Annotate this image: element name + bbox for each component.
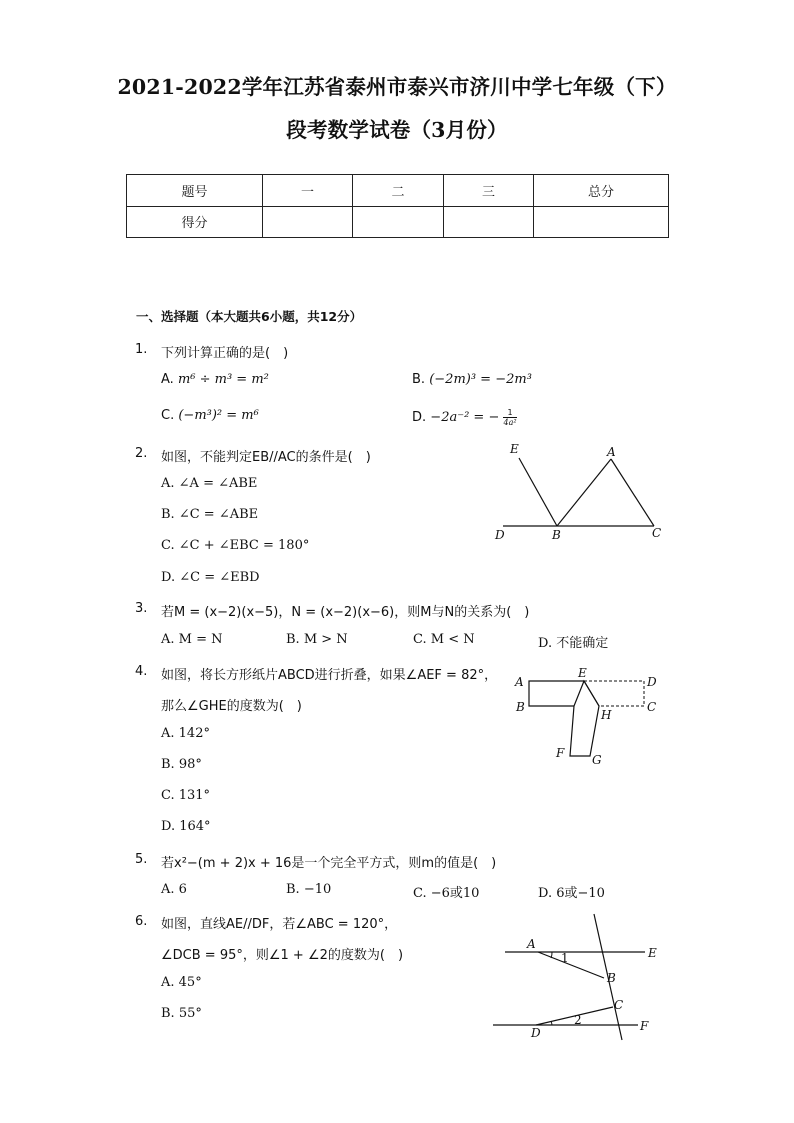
- q2-option-b: B. ∠C = ∠ABE: [161, 507, 259, 522]
- q5-number: 5.: [135, 852, 148, 867]
- q4-option-b: B. 98°: [161, 757, 202, 772]
- score-header-cell: 三: [444, 175, 534, 207]
- q5-option-a: A. 6: [161, 882, 187, 897]
- q6-label-2: 2: [574, 1013, 582, 1027]
- q2-number: 2.: [135, 446, 148, 461]
- q1-option-d-letter: D.: [412, 410, 427, 425]
- q6-stem-line-2: ∠DCB = 95°，则∠1 + ∠2的度数为( ): [161, 948, 404, 963]
- q1-stem: 下列计算正确的是( ): [161, 346, 289, 361]
- q2-label-a: A: [607, 445, 616, 459]
- q4-label-e: E: [578, 666, 587, 680]
- q6-option-b: B. 55°: [161, 1006, 202, 1021]
- q4-label-a: A: [515, 675, 524, 689]
- q2-option-a: A. ∠A = ∠ABE: [161, 476, 258, 491]
- q1-option-c-letter: C.: [161, 408, 175, 423]
- section-heading: 一、选择题（本大题共6小题，共12分）: [136, 309, 363, 324]
- q4-number: 4.: [135, 664, 148, 679]
- q2-stem: 如图，不能判定EB//AC的条件是( ): [161, 450, 371, 465]
- q1-option-c-expr: (−m³)² = m⁶: [178, 408, 259, 423]
- title-line-1: 2021-2022学年江苏省泰州市泰兴市济川中学七年级（下）: [117, 75, 677, 99]
- score-header-cell: 总分: [534, 175, 669, 207]
- q4-option-a: A. 142°: [161, 726, 210, 741]
- q3-option-a: A. M = N: [161, 632, 223, 647]
- q6-label-e: E: [648, 946, 657, 960]
- q4-label-h: H: [601, 708, 612, 722]
- score-row-label: 得分: [127, 206, 263, 238]
- q3-option-b: B. M > N: [286, 632, 348, 647]
- score-header-cell: 二: [353, 175, 444, 207]
- q4-label-b: B: [516, 700, 525, 714]
- q2-option-d: D. ∠C = ∠EBD: [161, 570, 260, 585]
- q4-label-d: D: [647, 675, 657, 689]
- q5-option-d: D. 6或−10: [538, 886, 605, 901]
- q6-option-a: A. 45°: [161, 975, 202, 990]
- score-header-cell: 题号: [127, 175, 263, 207]
- q1-number: 1.: [135, 342, 148, 357]
- q6-label-b: B: [607, 971, 616, 985]
- q3-option-c: C. M < N: [413, 632, 475, 647]
- q1-option-b-letter: B.: [412, 372, 426, 387]
- q6-label-d: D: [531, 1026, 541, 1040]
- q6-line-ab: [538, 952, 604, 978]
- q4-option-d: D. 164°: [161, 819, 211, 834]
- fraction-numerator: 1: [503, 408, 516, 418]
- q6-number: 6.: [135, 914, 148, 929]
- score-header-cell: 一: [263, 175, 353, 207]
- q3-stem: 若M = (x−2)(x−5)，N = (x−2)(x−6)，则M与N的关系为( ): [161, 605, 530, 620]
- q3-number: 3.: [135, 601, 148, 616]
- q6-label-1: 1: [561, 951, 569, 965]
- q3-option-d: D. 不能确定: [538, 636, 609, 651]
- q4-label-g: G: [592, 753, 602, 767]
- q4-option-c: C. 131°: [161, 788, 211, 803]
- q6-stem-line-1: 如图，直线AE//DF，若∠ABC = 120°，: [161, 917, 398, 932]
- q1-option-a-expr: m⁶ ÷ m³ = m²: [177, 372, 269, 387]
- title-line-2: 段考数学试卷（3月份）: [286, 118, 508, 142]
- q2-label-d: D: [495, 528, 505, 542]
- q5-option-b: B. −10: [286, 882, 332, 897]
- q4-label-f: F: [556, 746, 565, 760]
- q1-option-b-expr: (−2m)³ = −2m³: [429, 372, 532, 387]
- q1-option-d-expr: −2a⁻² = −: [430, 410, 500, 425]
- q4-label-c: C: [647, 700, 657, 714]
- q5-stem: 若x²−(m + 2)x + 16是一个完全平方式，则m的值是( ): [161, 856, 497, 871]
- q2-label-b: B: [552, 528, 561, 542]
- q2-option-c: C. ∠C + ∠EBC = 180°: [161, 538, 310, 553]
- q4-stem-line-1: 如图，将长方形纸片ABCD进行折叠，如果∠AEF = 82°，: [161, 668, 498, 683]
- q2-label-c: C: [652, 526, 662, 540]
- q6-label-c: C: [614, 998, 624, 1012]
- q4-stem-line-2: 那么∠GHE的度数为( ): [161, 699, 302, 714]
- q5-option-c: C. −6或10: [413, 886, 480, 901]
- q6-label-a: A: [527, 937, 536, 951]
- q1-option-a-letter: A.: [161, 372, 174, 387]
- q2-label-e: E: [510, 442, 519, 456]
- fraction-denominator: 4a²: [503, 418, 517, 427]
- q6-label-f: F: [640, 1019, 649, 1033]
